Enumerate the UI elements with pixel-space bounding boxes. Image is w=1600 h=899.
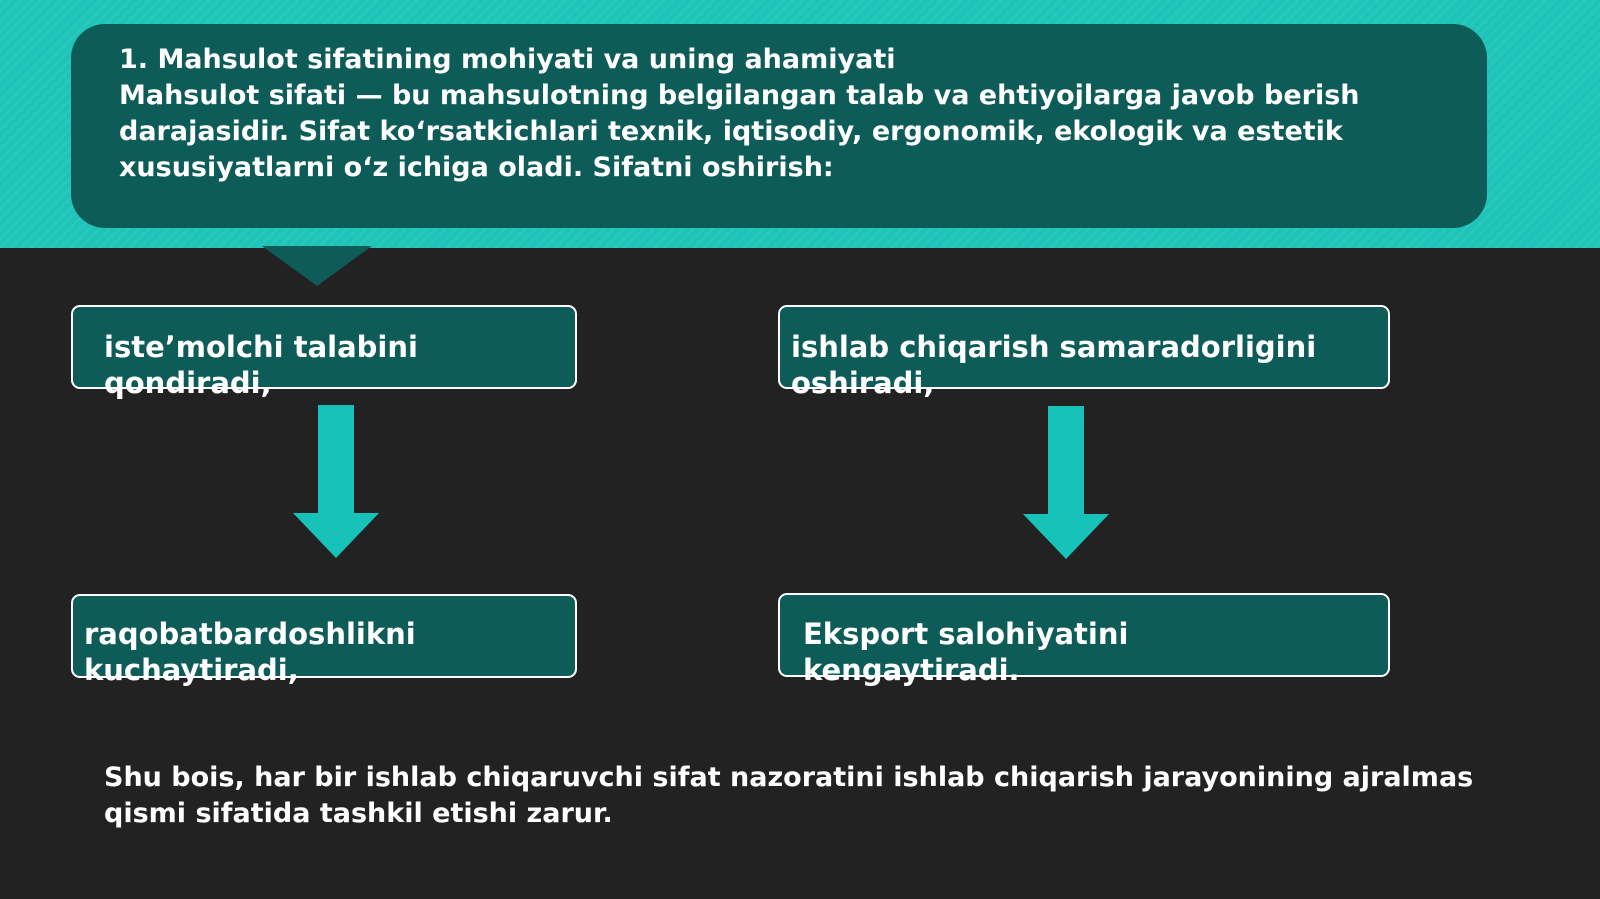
box-line: Eksport salohiyatini xyxy=(803,617,1129,651)
box-line: isteʼmolchi talabini xyxy=(104,330,418,364)
conclusion-text xyxy=(104,760,1524,832)
down-arrow-right xyxy=(1021,406,1111,561)
header-line: Mahsulot sifati — bu mahsulotning belgilangan talab va ehtiyojlarga javob berish xyxy=(119,80,1360,111)
header-line: xususiyatlarni oʻz ichiga oladi. Sifatni oshirish: xyxy=(119,152,834,183)
down-arrow-left xyxy=(291,405,381,560)
box-line: ishlab chiqarish samaradorligini xyxy=(791,330,1317,364)
box-line: raqobatbardoshlikni xyxy=(84,617,416,651)
conclusion-line: qismi sifatida tashkil etishi zarur. xyxy=(104,798,613,829)
box-line: oshiradi, xyxy=(791,366,935,400)
box-line: qondiradi, xyxy=(104,366,272,400)
box-line: kengaytiradi. xyxy=(803,653,1020,687)
box-bottom-right-text xyxy=(803,616,1128,688)
callout-pointer xyxy=(262,246,372,286)
conclusion-line: Shu bois, har bir ishlab chiqaruvchi sifat nazoratini ishlab chiqarish jarayonining ajralmas xyxy=(104,762,1474,793)
box-line: kuchaytiradi, xyxy=(84,653,299,687)
box-top-right-text xyxy=(791,329,1316,401)
box-top-left-text xyxy=(104,329,418,401)
header-text xyxy=(119,42,1459,186)
header-line: darajasidir. Sifat koʻrsatkichlari texnik, iqtisodiy, ergonomik, ekologik va estetik xyxy=(119,116,1343,147)
box-bottom-left-text xyxy=(84,616,416,688)
header-title: 1. Mahsulot sifatining mohiyati va uning ahamiyati xyxy=(119,44,896,75)
